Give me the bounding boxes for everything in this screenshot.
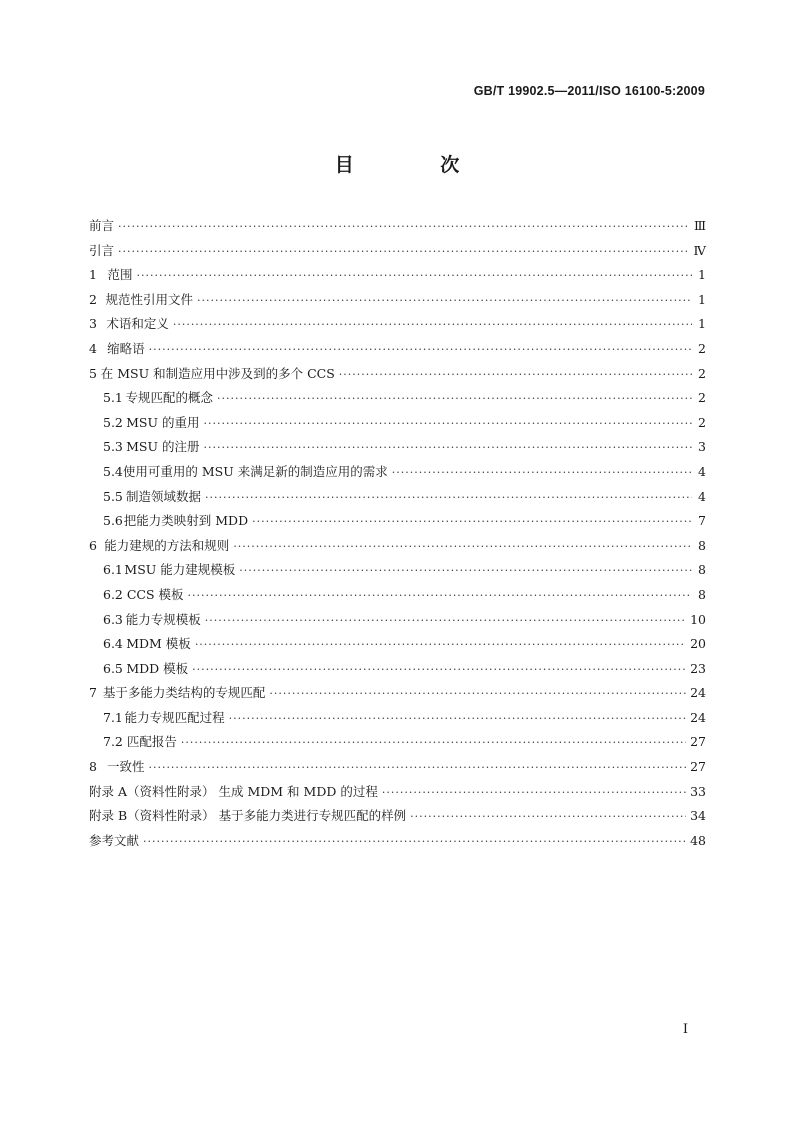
toc-leader-dots — [118, 215, 690, 240]
toc-entry-label: 基于多能力类结构的专规匹配 — [102, 685, 266, 701]
toc-entry-page: Ⅳ — [693, 242, 706, 258]
toc-entry-label: MDD 模板 — [126, 660, 189, 676]
toc-leader-dots — [195, 633, 686, 658]
toc-entry[interactable] — [89, 706, 706, 731]
toc-entry[interactable] — [89, 288, 706, 313]
toc-leader-dots — [197, 289, 692, 314]
toc-entry-label: 引言 — [89, 242, 115, 258]
toc-entry-label: 能力专规模板 — [125, 611, 201, 627]
toc-entry-page: 27 — [690, 759, 706, 775]
toc-leader-dots — [382, 781, 686, 806]
toc-entry-number: 1 — [89, 267, 97, 283]
toc-entry-page: 8 — [698, 562, 706, 578]
toc-entry[interactable] — [89, 435, 706, 460]
toc-entry[interactable] — [89, 214, 706, 239]
toc-leader-dots — [205, 486, 692, 511]
toc-leader-dots — [233, 535, 692, 560]
toc-entry-label: 在 MSU 和制造应用中涉及到的多个 CCS — [100, 365, 335, 381]
toc-entry-page: 24 — [690, 685, 706, 701]
toc-leader-dots — [118, 240, 689, 265]
toc-entry-number: 6.4 — [103, 636, 123, 652]
toc-entry-page: 1 — [698, 291, 706, 307]
toc-entry-page: 27 — [690, 734, 706, 750]
toc-entry[interactable] — [89, 730, 706, 755]
toc-entry-page: 10 — [690, 611, 706, 627]
toc-entry-label: 规范性引用文件 — [105, 291, 194, 307]
toc-entry-number: 5.3 — [103, 439, 123, 455]
toc-entry-number: 6 — [89, 537, 97, 553]
toc-entry[interactable] — [89, 312, 706, 337]
toc-entry-page: 34 — [690, 808, 706, 824]
toc-entry-page: 1 — [698, 316, 706, 332]
toc-entry-label: MSU 能力建规模板 — [124, 562, 236, 578]
toc-entry-label: CCS 模板 — [126, 586, 184, 602]
page-title: 目 次 — [334, 154, 500, 176]
standard-code-header: GB/T 19902.5—2011/ISO 16100-5:2009 — [473, 84, 705, 98]
toc-entry[interactable] — [89, 829, 706, 854]
toc-entry[interactable] — [89, 632, 706, 657]
toc-entry-label: 匹配报告 — [126, 734, 177, 750]
toc-entry-page: 8 — [698, 537, 706, 553]
toc-entry-page: 23 — [690, 660, 706, 676]
toc-entry-label: 范围 — [107, 267, 133, 283]
toc-entry-number: 5.2 — [103, 414, 123, 430]
toc-entry-number: 5.4 — [103, 463, 123, 479]
toc-entry-page: 20 — [690, 636, 706, 652]
toc-entry-label: 使用可重用的 MSU 来满足新的制造应用的需求 — [122, 463, 388, 479]
toc-entry-label: 术语和定义 — [106, 316, 169, 332]
toc-entry-page: 1 — [698, 267, 706, 283]
toc-entry-page: 2 — [698, 365, 706, 381]
toc-entry[interactable] — [89, 460, 706, 485]
toc-leader-dots — [392, 461, 692, 486]
toc-entry-page: 3 — [698, 439, 706, 455]
toc-leader-dots — [203, 412, 692, 437]
toc-entry-label: 把能力类映射到 MDD — [123, 513, 249, 529]
toc-entry-label: 附录 B（资料性附录） 基于多能力类进行专规匹配的样例 — [89, 808, 407, 824]
toc-entry-number: 6.5 — [103, 660, 123, 676]
toc-entry-page: Ⅲ — [693, 218, 706, 233]
toc-leader-dots — [143, 830, 686, 855]
toc-entry-page: 24 — [690, 709, 706, 725]
toc-entry[interactable] — [89, 657, 706, 682]
table-of-contents — [89, 214, 706, 853]
toc-entry-label: 一致性 — [106, 759, 145, 775]
toc-entry-page: 4 — [698, 488, 706, 504]
toc-entry-label: MSU 的注册 — [126, 439, 200, 455]
toc-entry-number: 4 — [89, 340, 97, 356]
toc-leader-dots — [173, 313, 692, 338]
toc-leader-dots — [188, 584, 692, 609]
toc-entry[interactable] — [89, 608, 706, 633]
toc-leader-dots — [181, 731, 686, 756]
toc-entry-number: 7 — [89, 685, 97, 701]
toc-leader-dots — [252, 510, 692, 535]
toc-entry-label: MDM 模板 — [126, 636, 191, 652]
toc-entry[interactable] — [89, 411, 706, 436]
toc-entry[interactable] — [89, 485, 706, 510]
toc-entry[interactable] — [89, 386, 706, 411]
toc-entry-number: 5.5 — [103, 488, 123, 504]
toc-entry[interactable] — [89, 780, 706, 805]
toc-entry-label: 前言 — [89, 218, 115, 233]
toc-entry-page: 48 — [690, 832, 706, 848]
toc-entry-number: 5 — [89, 365, 97, 381]
toc-entry-page: 2 — [698, 414, 706, 430]
toc-entry-label: 参考文献 — [89, 832, 140, 848]
toc-entry-label: 制造领域数据 — [126, 488, 202, 504]
toc-entry-number: 7.2 — [103, 734, 123, 750]
toc-entry-number: 6.1 — [103, 562, 123, 578]
toc-entry-number: 2 — [89, 291, 97, 307]
toc-entry[interactable] — [89, 804, 706, 829]
toc-entry-label: 专规匹配的概念 — [125, 390, 213, 406]
toc-leader-dots — [149, 338, 692, 363]
toc-entry-page: 33 — [690, 783, 706, 799]
toc-entry[interactable] — [89, 755, 706, 780]
toc-entry-number: 6.3 — [103, 611, 123, 627]
toc-leader-dots — [203, 436, 692, 461]
toc-entry[interactable] — [89, 681, 706, 706]
toc-leader-dots — [205, 609, 686, 634]
toc-leader-dots — [192, 658, 686, 683]
toc-entry[interactable] — [89, 263, 706, 288]
toc-leader-dots — [229, 707, 686, 732]
toc-entry-label: MSU 的重用 — [126, 414, 200, 430]
page-number: Ⅰ — [682, 1022, 688, 1037]
toc-entry[interactable] — [89, 558, 706, 583]
toc-entry[interactable] — [89, 239, 706, 264]
toc-entry[interactable] — [89, 583, 706, 608]
toc-entry-page: 2 — [698, 340, 706, 356]
toc-entry[interactable] — [89, 534, 706, 559]
toc-entry-label: 缩略语 — [107, 340, 145, 356]
toc-entry-number: 6.2 — [103, 586, 123, 602]
toc-leader-dots — [148, 756, 686, 781]
toc-entry-page: 8 — [698, 586, 706, 602]
toc-entry-label: 能力专规匹配过程 — [124, 709, 225, 725]
toc-leader-dots — [269, 682, 686, 707]
toc-entry[interactable] — [89, 362, 706, 387]
toc-entry-label: 能力建规的方法和规则 — [104, 537, 230, 553]
toc-entry[interactable] — [89, 509, 706, 534]
toc-leader-dots — [137, 264, 692, 289]
toc-entry-number: 5.6 — [103, 513, 123, 529]
toc-entry-page: 7 — [698, 513, 706, 529]
toc-entry-label: 附录 A（资料性附录） 生成 MDM 和 MDD 的过程 — [89, 783, 378, 799]
toc-leader-dots — [239, 559, 692, 584]
toc-entry-number: 3 — [89, 316, 97, 332]
toc-entry-number: 5.1 — [103, 390, 123, 406]
toc-entry-number: 7.1 — [103, 709, 123, 725]
toc-entry[interactable] — [89, 337, 706, 362]
toc-leader-dots — [410, 805, 686, 830]
toc-entry-number: 8 — [89, 759, 97, 775]
toc-entry-page: 4 — [698, 463, 706, 479]
toc-leader-dots — [217, 387, 692, 412]
toc-leader-dots — [339, 363, 692, 388]
toc-entry-page: 2 — [698, 390, 706, 406]
